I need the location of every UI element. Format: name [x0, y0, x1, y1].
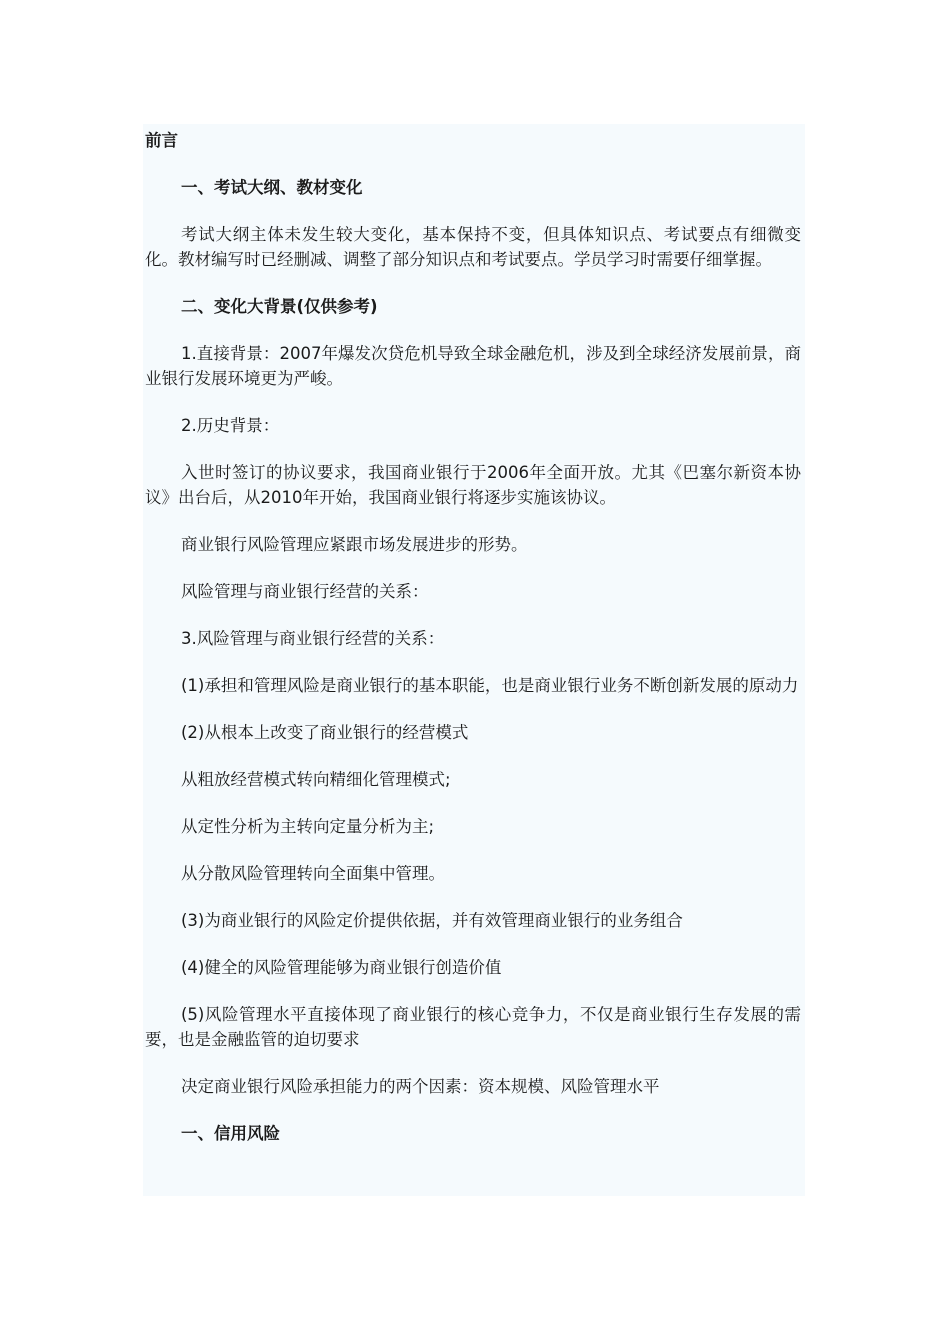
- paragraph: (3)为商业银行的风险定价提供依据，并有效管理商业银行的业务组合: [181, 911, 683, 930]
- paragraph: 2.历史背景：: [181, 416, 280, 435]
- section-heading: 一、信用风险: [181, 1124, 280, 1143]
- paragraph: 考试大纲主体未发生较大变化，基本保持不变，但具体知识点、考试要点有细微变化。教材编写时已经删减、调整了部分知识点和考试要点。学员学习时需要仔细掌握。: [145, 225, 801, 269]
- paragraph: 从定性分析为主转向定量分析为主;: [181, 817, 435, 836]
- paragraph: 从粗放经营模式转向精细化管理模式;: [181, 770, 451, 789]
- paragraph: (5)风险管理水平直接体现了商业银行的核心竞争力，不仅是商业银行生存发展的需要，也是金融监管的迫切要求: [145, 1005, 801, 1049]
- paragraph: (1)承担和管理风险是商业银行的基本职能，也是商业银行业务不断创新发展的原动力: [181, 676, 799, 695]
- document-title: 前言: [145, 131, 178, 150]
- paragraph: 商业银行风险管理应紧跟市场发展进步的形势。: [181, 535, 528, 554]
- paragraph: 从分散风险管理转向全面集中管理。: [181, 864, 445, 883]
- paragraph: (2)从根本上改变了商业银行的经营模式: [181, 723, 469, 742]
- paragraph: 1.直接背景：2007年爆发次贷危机导致全球金融危机，涉及到全球经济发展前景，商业银行发展环境更为严峻。: [145, 344, 801, 388]
- paragraph: 入世时签订的协议要求，我国商业银行于2006年全面开放。尤其《巴塞尔新资本协议》出台后，从2010年开始，我国商业银行将逐步实施该协议。: [145, 463, 801, 507]
- document-body: [143, 124, 805, 1196]
- section-heading: 二、变化大背景(仅供参考): [181, 297, 378, 316]
- paragraph: (4)健全的风险管理能够为商业银行创造价值: [181, 958, 502, 977]
- paragraph: 风险管理与商业银行经营的关系：: [181, 582, 429, 601]
- section-heading: 一、考试大纲、教材变化: [181, 178, 363, 197]
- paragraph: 决定商业银行风险承担能力的两个因素：资本规模、风险管理水平: [181, 1077, 660, 1096]
- paragraph: 3.风险管理与商业银行经营的关系：: [181, 629, 445, 648]
